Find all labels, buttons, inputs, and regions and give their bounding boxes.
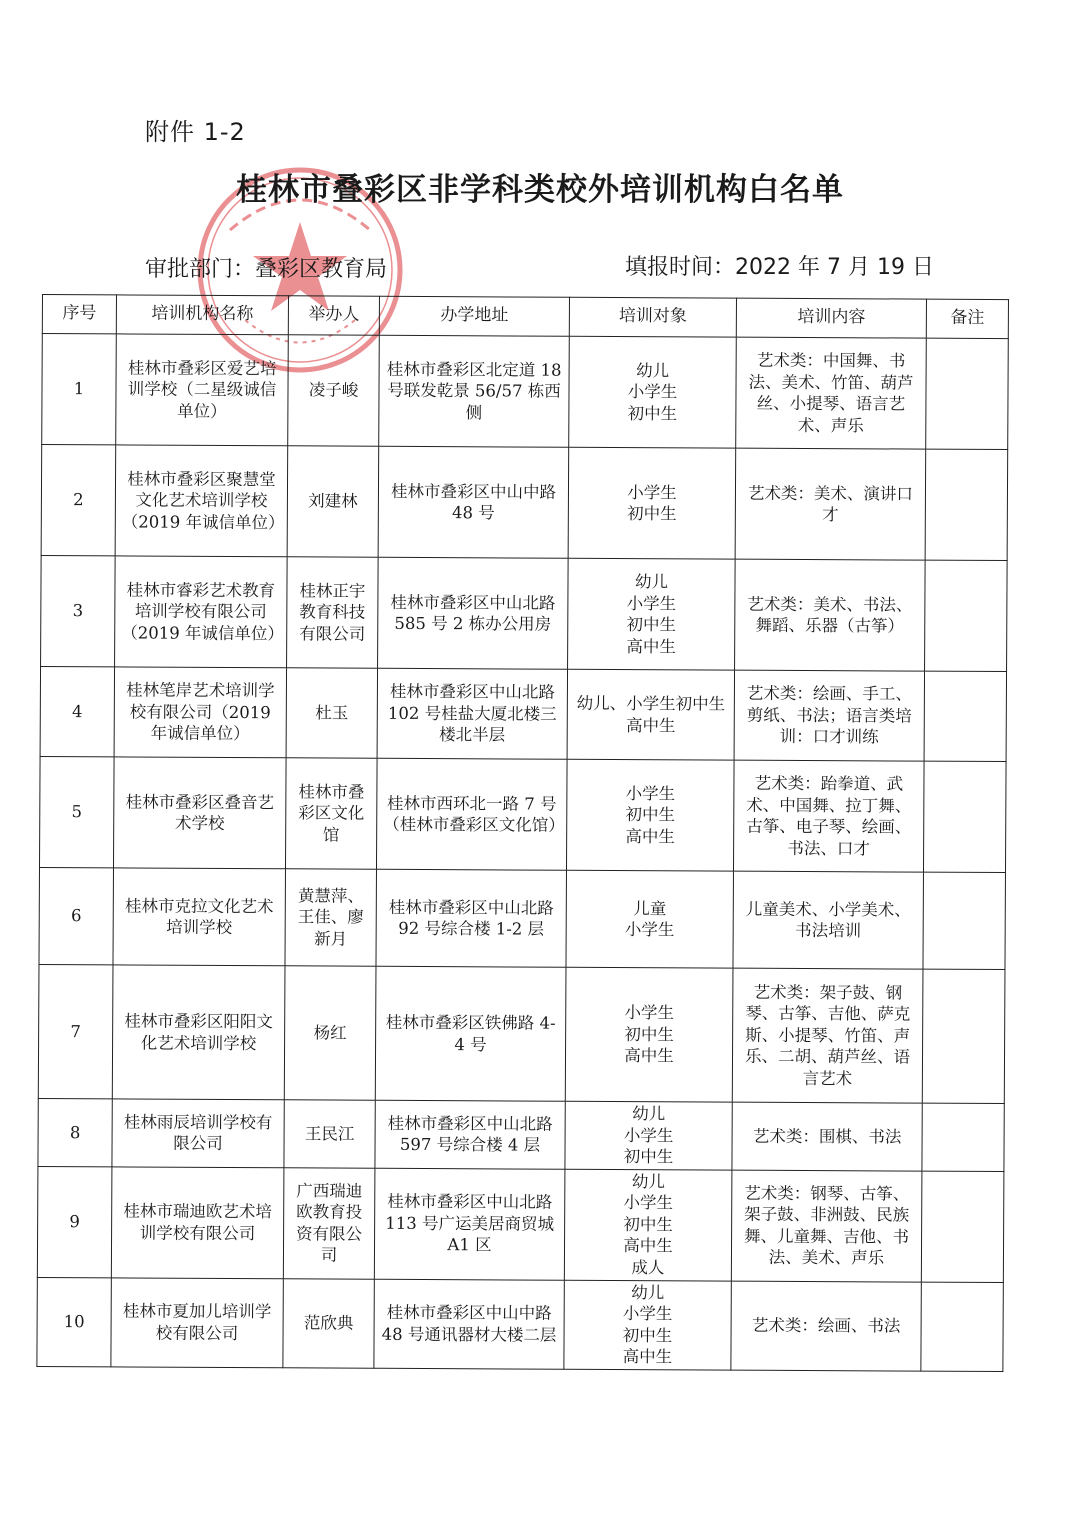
row-founder: 范欣典: [283, 1278, 374, 1367]
row-target: [564, 1169, 732, 1281]
header-note: 备注: [926, 299, 1008, 338]
row-note: [923, 761, 1006, 872]
target-item: 初中生: [623, 1214, 673, 1235]
report-date: 填报时间：2022 年 7 月 19 日: [625, 255, 934, 280]
table-row: [39, 867, 1005, 969]
header-founder: 举办人: [288, 296, 379, 335]
target-item: 高中生: [624, 1046, 674, 1066]
row-content: 艺术类：架子鼓、钢琴、古筝、吉他、萨克斯、小提琴、竹笛、声乐、二胡、葫芦丝、语言艺术: [732, 968, 923, 1103]
institution-table: [36, 294, 1009, 1372]
target-item: 儿童: [633, 898, 667, 918]
row-address: 桂林市叠彩区中山北路 102 号桂盐大厦北楼三楼北半层: [377, 668, 567, 759]
row-note: [922, 969, 1005, 1103]
row-name: 桂林市克拉文化艺术培训学校: [113, 868, 286, 966]
row-name: 桂林市叠彩区聚慧堂文化艺术培训学校（2019 年诚信单位）: [115, 445, 288, 557]
target-item: 小学生: [625, 783, 676, 804]
target-item: 幼儿: [631, 1282, 665, 1302]
target-item: 小学生: [627, 482, 677, 502]
row-address: 桂林市叠彩区中山中路 48 号: [378, 446, 569, 558]
row-target: [566, 759, 734, 871]
target-item: 成人: [631, 1257, 665, 1278]
row-no: 1: [42, 334, 117, 445]
table-row: [37, 1277, 1003, 1371]
row-no: 10: [37, 1277, 111, 1366]
row-note: [923, 872, 1006, 969]
row-content: 艺术类：围棋、书法: [732, 1102, 922, 1170]
target-item: 幼儿: [634, 572, 669, 592]
row-no: 6: [39, 867, 114, 964]
row-founder: 杜玉: [286, 668, 377, 758]
target-item: 高中生: [623, 1236, 673, 1256]
row-name: 桂林笔岸艺术培训学校有限公司（2019 年诚信单位）: [114, 667, 286, 758]
target-item: 小学生: [624, 920, 675, 940]
target-item: 高中生: [626, 636, 676, 656]
table-row: [42, 334, 1009, 450]
row-founder: 凌子峻: [288, 335, 380, 446]
target-item: 小学生: [623, 1125, 674, 1145]
row-no: 2: [41, 445, 116, 556]
row-note: [925, 560, 1008, 671]
row-address: 桂林市叠彩区中山北路 585 号 2 栋办公用房: [378, 557, 569, 669]
row-name: 桂林市叠彩区阳阳文化艺术培训学校: [112, 965, 285, 1100]
table-header-row: [42, 295, 1008, 339]
row-address: 桂林市西环北一路 7 号（桂林市叠彩区文化馆）: [376, 758, 567, 870]
row-no: 8: [38, 1098, 112, 1166]
row-content: 艺术类：跆拳道、武术、中国舞、拉丁舞、古筝、电子琴、绘画、书法、口才: [733, 760, 924, 872]
row-founder: 杨红: [284, 966, 376, 1100]
row-note: [921, 1282, 1003, 1371]
header-no: 序号: [42, 295, 116, 334]
row-target: [568, 558, 736, 670]
row-founder: 广西瑞迪欧教育投资有限公司: [283, 1167, 375, 1278]
row-content: 艺术类：绘画、书法: [731, 1281, 921, 1371]
row-content: 艺术类：钢琴、古筝、架子鼓、非洲鼓、民族舞、儿童舞、吉他、书法、美术、声乐: [731, 1170, 922, 1282]
target-item: 小学生: [626, 593, 677, 613]
target-item: 初中生: [627, 403, 678, 424]
header-content: 培训内容: [736, 298, 926, 338]
row-note: [924, 671, 1006, 761]
target-item: 幼儿: [632, 1104, 666, 1124]
row-content: 艺术类：美术、演讲口才: [735, 448, 926, 560]
row-note: [925, 449, 1008, 560]
row-note: [926, 338, 1009, 449]
table-row: [40, 666, 1006, 761]
target-item: 幼儿、小学生初中生: [576, 693, 726, 714]
approval-department: 审批部门：叠彩区教育局: [145, 257, 388, 282]
row-target: [568, 447, 736, 559]
target-item: 初中生: [626, 615, 677, 635]
row-no: 4: [40, 666, 114, 756]
row-content: 艺术类：美术、书法、舞蹈、乐器（古筝）: [735, 559, 926, 671]
row-content: 艺术类：绘画、手工、剪纸、书法；语言类培训：口才训练: [734, 670, 924, 761]
header-target: 培训对象: [569, 297, 736, 337]
row-address: 桂林市叠彩区北定道 18 号联发乾景 56/57 栋西侧: [379, 335, 570, 447]
row-name: 桂林市夏加儿培训学校有限公司: [111, 1277, 283, 1367]
row-address: 桂林市叠彩区中山北路 92 号综合楼 1-2 层: [376, 869, 567, 967]
row-founder: 刘建林: [287, 446, 379, 557]
row-no: 5: [39, 756, 114, 867]
row-address: 桂林市叠彩区中山北路 113 号广运美居商贸城 A1 区: [374, 1168, 565, 1280]
table-row: [41, 445, 1008, 561]
target-item: 小学生: [624, 1003, 675, 1023]
table-row: [41, 555, 1008, 671]
target-item: 高中生: [625, 715, 676, 735]
row-address: 桂林市叠彩区中山中路 48 号通讯器材大楼二层: [374, 1279, 564, 1369]
row-no: 9: [37, 1166, 112, 1277]
row-note: [922, 1103, 1004, 1171]
row-name: 桂林市叠彩区叠音艺术学校: [113, 757, 286, 869]
table-row: [38, 1098, 1004, 1171]
row-target: [566, 870, 734, 968]
row-name: 桂林市睿彩艺术教育培训学校有限公司（2019 年诚信单位）: [115, 556, 288, 668]
table-row: [37, 1166, 1004, 1282]
row-no: 3: [41, 555, 116, 666]
row-no: 7: [38, 964, 113, 1098]
row-target: [565, 1101, 732, 1169]
header-address: 办学地址: [379, 296, 569, 336]
row-founder: 桂林市叠彩区文化馆: [285, 758, 377, 869]
row-address: 桂林市叠彩区中山北路 597 号综合楼 4 层: [375, 1100, 565, 1168]
row-target: [569, 336, 737, 448]
row-target: [564, 1280, 731, 1370]
row-name: 桂林市瑞迪欧艺术培训学校有限公司: [111, 1166, 284, 1278]
row-founder: 王民江: [284, 1100, 375, 1168]
header-name: 培训机构名称: [116, 295, 288, 335]
row-target: [565, 967, 733, 1102]
target-item: 初中生: [624, 1024, 674, 1045]
target-item: 初中生: [622, 1325, 673, 1345]
target-item: 幼儿: [636, 360, 670, 381]
table-row: [38, 964, 1005, 1103]
row-content: 儿童美术、小学美术、书法培训: [733, 871, 924, 969]
target-item: 初中生: [623, 1147, 674, 1167]
target-item: 小学生: [623, 1193, 674, 1213]
target-item: 幼儿: [631, 1171, 665, 1192]
row-name: 桂林市叠彩区爱艺培训学校（二星级诚信单位）: [116, 334, 289, 446]
target-item: 小学生: [622, 1304, 673, 1324]
target-item: 初中生: [627, 504, 677, 524]
target-item: 高中生: [622, 1347, 673, 1367]
row-founder: 黄慧萍、王佳、廖新月: [285, 869, 377, 966]
page-title: 桂林市叠彩区非学科类校外培训机构白名单: [236, 172, 844, 208]
table-row: [39, 756, 1006, 872]
target-item: 初中生: [625, 805, 676, 825]
row-address: 桂林市叠彩区铁佛路 4-4 号: [375, 966, 566, 1101]
target-item: 小学生: [627, 382, 678, 402]
row-name: 桂林雨辰培训学校有限公司: [112, 1099, 284, 1167]
row-content: 艺术类：中国舞、书法、美术、竹笛、葫芦丝、小提琴、语言艺术、声乐: [736, 337, 927, 449]
row-founder: 桂林正宇教育科技有限公司: [287, 557, 379, 668]
target-item: 高中生: [625, 826, 675, 847]
row-target: [567, 669, 734, 760]
attachment-label: 附件 1-2: [145, 118, 246, 146]
row-note: [921, 1171, 1004, 1282]
